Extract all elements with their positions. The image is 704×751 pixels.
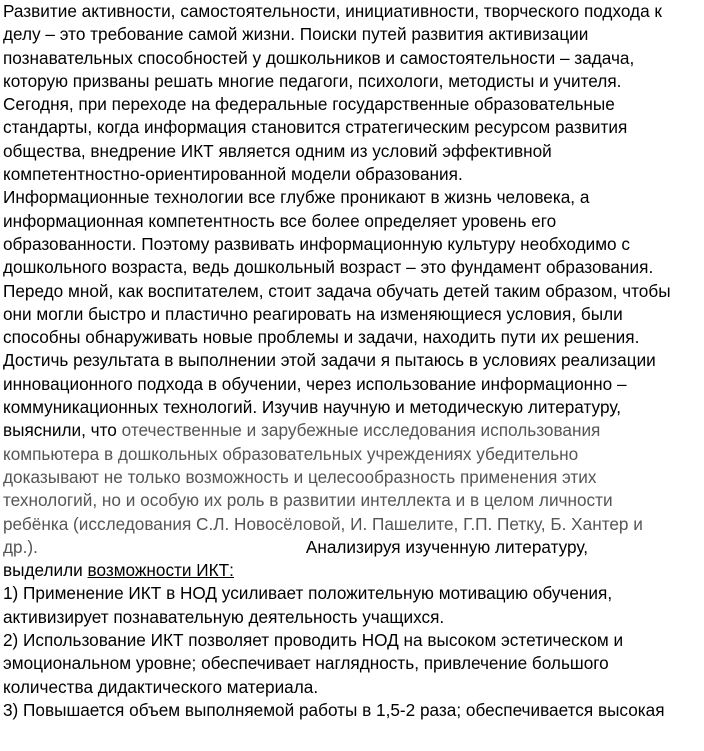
document-body (3, 0, 703, 722)
text-span: выделили (3, 560, 88, 581)
list-item-line: 3) Повышается объем выполняемой работы в 1,5-2 раза; обеспечивается высокая (3, 699, 665, 720)
text-line-mixed (3, 559, 703, 582)
list-item-line: 2) Использование ИКТ позволяет проводить НОД на высоком эстетическом и (3, 630, 624, 651)
quoted-text-line: ребёнка (исследования С.Л. Новосёловой, И. Пашелите, Г.П. Петку, Б. Хантер и (3, 513, 643, 534)
text-line: познавательных способностей у дошкольников и самостоятельности – задача, (3, 47, 635, 68)
list-item-line: количества дидактического материала. (3, 676, 319, 697)
list-item-line: активизирует познавательную деятельность учащихся. (3, 606, 445, 627)
quoted-text-span: др.). (3, 536, 38, 557)
text-line: Сегодня, при переходе на федеральные государственные образовательные (3, 94, 615, 115)
quoted-text-line: технологий, но и особую их роль в развитии интеллекта и в целом личности (3, 490, 613, 511)
text-line: Передо мной, как воспитателем, стоит задача обучать детей таким образом, чтобы (3, 280, 671, 301)
text-line: образованности. Поэтому развивать информационную культуру необходимо с (3, 233, 630, 254)
text-line: стандарты, когда информация становится стратегическим ресурсом развития (3, 117, 628, 138)
list-item-line: 1) Применение ИКТ в НОД усиливает положительную мотивацию обучения, (3, 583, 613, 604)
text-line: Информационные технологии все глубже проникают в жизнь человека, а (3, 187, 590, 208)
quoted-text-line: доказывают не только возможность и целесообразность применения этих (3, 466, 597, 487)
list-item-line: эмоциональном уровне; обеспечивает наглядность, привлечение большого (3, 653, 609, 674)
text-line: способны обнаруживать новые проблемы и задачи, находить пути их решения. (3, 327, 640, 348)
text-line: информационная компетентность все более определяет уровень его (3, 210, 557, 231)
text-line-mixed (3, 419, 703, 442)
quoted-text-line: компьютера в дошкольных образовательных учреждениях убедительно (3, 443, 579, 464)
text-line: Достичь результата в выполнении этой задачи я пытаюсь в условиях реализации (3, 350, 656, 371)
underlined-heading: возможности ИКТ: (87, 560, 234, 581)
text-line: Развитие активности, самостоятельности, инициативности, творческого подхода к (3, 1, 662, 21)
text-line: делу – это требование самой жизни. Поиски путей развития активизации (3, 24, 589, 45)
text-span: выяснили, что (3, 420, 122, 441)
text-line: инновационного подхода в обучении, через использование информационно – (3, 373, 627, 394)
text-line: общества, внедрение ИКТ является одним из условий эффективной (3, 140, 552, 161)
text-line: компетентностно-ориентированной модели образования. (3, 164, 463, 185)
text-line: которую призваны решать многие педагоги, психологи, методисты и учителя. (3, 70, 622, 91)
quoted-text-span: отечественные и зарубежные исследования использования (121, 420, 601, 441)
text-line: коммуникационных технологий. Изучив научную и методическую литературу, (3, 397, 621, 418)
text-span: Анализируя изученную литературу, (305, 536, 589, 557)
text-line: они могли быстро и пластично реагировать на изменяющиеся условия, были (3, 303, 623, 324)
text-line-mixed (3, 536, 703, 559)
text-line: дошкольного возраста, ведь дошкольный возраст – это фундамент образования. (3, 257, 654, 278)
